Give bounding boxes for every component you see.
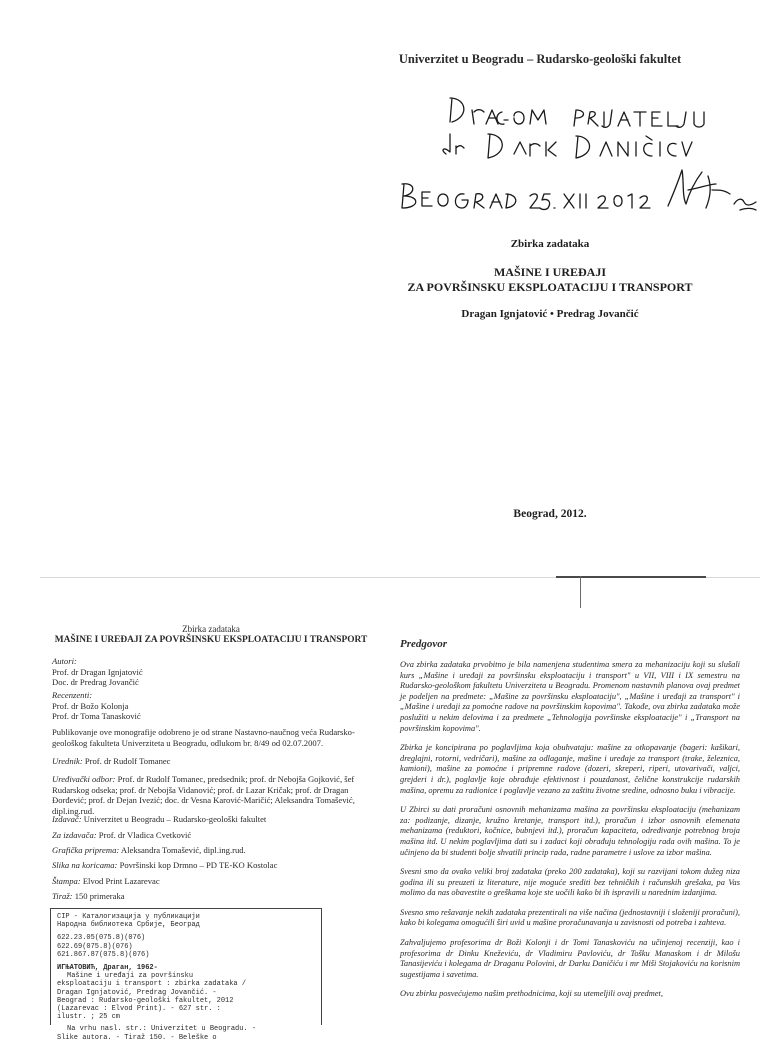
imprint-reviewers-block: [52, 690, 370, 722]
reviewers-label: Recenzenti:: [52, 690, 93, 700]
run-line: [52, 891, 370, 902]
preface-paragraph: Zahvaljujemo profesorima dr Boži Kolonji i dr Tomi Tanaskoviću na učinjenoj recenziji, kao i profesorima dr Dinku Kneževiću, dr Vladimiru Pavloviću, dr Tošku Manaskom i dr Milošu Tanasijeviću i kolegama dr Draganu Polovini, dr Darku Daničiću i mr Miši Stojakoviću na korisnim sugestijama i savetima.: [400, 938, 740, 979]
preface-paragraph: Svesni smo da ovako veliki broj zadataka (preko 200 zadataka), koji su razvijani tokom dužeg niza godina ili su preuzeti iz literature, nije moguće srediti bez tehničkih i računskih grešaka, pa Vas molimo da nas obavestite o greškama koje ste uočili kako bi ih ispravili u narednim izdanjima.: [400, 867, 740, 898]
graphics-label: Grafička priprema:: [52, 845, 120, 855]
imprint-collection: Zbirka zadataka: [182, 624, 240, 634]
print-value: Elvod Print Lazarevac: [82, 876, 160, 886]
authors-label: Autori:: [52, 656, 77, 666]
approval-text: Publikovanje ove monografije odobreno je od strane Nastavno-naučnog veća Rudarsko-geološkog fakulteta Univerziteta u Beogradu, odlukom br. 8/49 od 02.07.2007.: [52, 727, 355, 748]
preface-paragraph: Zbirka je koncipirana po poglavljima koja obuhvataju: mašine za otkopavanje (bageri: kašikari, dreglajni, rotorni, vedričari), mašine za odlaganje, mašine i uređaje za transport (trake, železnica, kamioni), mašine za pomoćne i pripremne radove (dozeri, skreperi, riperi, utovarivači, valjci, grejderi i dr.), poglavlje koje obrađuje efektivnost i pouzdanost, čelične konstrukcije rudarskih mašina, opremu za radionice i poglavlje vezano za zaštitu životne sredine, odnosno buku i vibracije.: [400, 743, 740, 795]
handwritten-dedication: [390, 80, 760, 250]
preface-paragraph: U Zbirci su dati proračuni osnovnih mehanizama mašina za površinsku eksploataciju (mehanizam za: podizanje, dizanje, kružno kretanje, transport itd.), proračun i izbor osnovnih elemenata mehanizama (reduktori, kočnice, bubnjevi itd.), proračun kapaciteta, određivanje potrebnog broja mašina itd. U nekim poglavljima dati su i zadaci koji obrađuju tehnologiju rada ovih mašina. To je učinjeno da bi studenti bolje shvatili princip rada, radne parametre i uslove za izbor mašina.: [400, 805, 740, 857]
run-label: Tiraž:: [52, 891, 73, 901]
university-header: Univerzitet u Beogradu – Rudarsko-geološki fakultet: [398, 52, 682, 66]
scan-edge-tick: [580, 576, 581, 608]
print-label: Štampa:: [52, 876, 81, 886]
preface-paragraph: Svesno smo rešavanje nekih zadataka prezentirali na više načina (jednostavniji i složeniji proračuni), kako bi kolegama omogućili širi uvid u mašine proračunavanja u zavisnosti od potreba i zahteva.: [400, 907, 740, 928]
editor-value: Prof. dr Rudolf Tomanec: [84, 756, 171, 766]
preface-paragraph: Ovu zbirku posvećujemo našim prethodnicima, koji su utemeljili ovaj predmet,: [400, 989, 663, 999]
book-authors: Dragan Ignjatović • Predrag Jovančić: [461, 308, 639, 320]
publisher-line: [52, 814, 370, 825]
cover-label: Slika na koricama:: [52, 860, 118, 870]
cip-entry: Dragan Ignjatović, Predrag Jovančić. -: [57, 988, 217, 997]
preface-paragraph: Ova zbirka zadataka prvobitno je bila namenjena studentima smera za mehanizaciju koji su slušali kurs „Mašine i uređaji za površinsku eksploataciju i transport" u VII, VIII i IX semestru na Rudarsko-geološkom fakultetu Univerziteta u Beogradu. Promenom nastavnih planova ovaj predmet je podeljen na predmete: „Mašine za površinsku eksploataciju", „Mašine i uređaji za transport" i „Mašine i uređaji za pomoćne radove na površinskim kopovima". Takođe, ova zbirka zadataka može poslužiti u nekim delovima i za predmete „Tehnologija površinske eksploatacije" i „Transport na površinskim kopovima".: [400, 660, 740, 733]
author-1: Prof. dr Dragan Ignjatović: [52, 666, 143, 677]
cip-udc: 621.867.87(075.8)(076): [57, 950, 150, 959]
editor-label: Urednik:: [52, 756, 83, 766]
preface-heading: Predgovor: [400, 638, 448, 650]
cip-entry: Mašine i uređaji za površinsku: [67, 972, 194, 981]
publisher-value: Univerzitet u Beogradu – Rudarsko-geološki fakultet: [83, 814, 267, 824]
board-value: Prof. dr Rudolf Tomanec, predsednik; prof. dr Nebojša Gojković, šef Rudarskog odseka; prof. dr Nebojša Vidanović; prof. dr Lazar Kričak; prof. dr Dragan Đorđević; prof. dr Dejan Ivezić; doc. dr Vesna Karović-Maričić; Aleksandra Tomašević, dipl.ing.rud.: [52, 774, 355, 816]
board-line: [52, 774, 370, 816]
cip-record: [51, 909, 321, 1046]
cover-value: Površinski kop Drmno – PD TE-KO Kostolac: [119, 860, 278, 870]
publisher-label: Izdavač:: [52, 814, 82, 824]
cip-entry: Beograd : Rudarsko-geološki fakultet, 2012: [57, 996, 234, 1005]
run-value: 150 primeraka: [74, 891, 125, 901]
graphics-value: Aleksandra Tomašević, dipl.ing.rud.: [120, 845, 246, 855]
cip-record-box: [50, 908, 322, 1042]
imprint-title: MAŠINE I UREĐAJI ZA POVRŠINSKU EKSPLOATACIJU I TRANSPORT: [54, 635, 368, 645]
author-2: Doc. dr Predrag Jovančić: [52, 677, 139, 688]
graphics-line: [52, 845, 370, 856]
cip-entry: ИГЊАТОВИЋ, Драган, 1962-: [57, 964, 158, 973]
board-label: Uređivački odbor:: [52, 774, 116, 784]
cip-udc: 622.69(075.8)(076): [57, 942, 133, 951]
for-publisher-label: Za izdavača:: [52, 830, 97, 840]
print-line: [52, 876, 370, 887]
cip-line: Народна библиотека Србије, Београд: [57, 921, 200, 930]
book-title-line2: ZA POVRŠINSKU EKSPLOATACIJU I TRANSPORT: [407, 280, 693, 294]
reviewer-1: Prof. dr Božo Kolonja: [52, 700, 129, 711]
preface-text: [400, 660, 740, 1009]
cover-line: [52, 860, 370, 871]
for-publisher-value: Prof. dr Vladica Cvetković: [98, 830, 192, 840]
reviewer-2: Prof. dr Toma Tanasković: [52, 711, 141, 722]
imprint-authors-block: [52, 656, 370, 688]
collection-label: Zbirka zadataka: [510, 238, 590, 250]
scan-edge-line: [556, 576, 706, 578]
for-publisher-line: [52, 830, 370, 841]
cip-udc: 622.23.05(075.8)(076): [57, 934, 146, 943]
cip-entry: (Lazarevac : Elvod Print). - 627 str. :: [57, 1005, 221, 1014]
cip-entry: eksploataciju i transport : zbirka zadataka /: [57, 980, 247, 989]
editor-line: [52, 756, 370, 767]
place-year: Beograd, 2012.: [513, 508, 587, 520]
cip-entry: ilustr. ; 25 cm: [57, 1013, 121, 1022]
book-title-line1: MAŠINE I UREĐAJI: [493, 265, 606, 279]
cip-note: Na vrhu nasl. str.: Univerzitet u Beogradu. -: [67, 1025, 257, 1034]
cip-note: Slike autora. - Tiraž 150. - Beleške o: [57, 1033, 217, 1042]
cip-line: CIP - Каталогизација у публикацији: [57, 913, 200, 921]
